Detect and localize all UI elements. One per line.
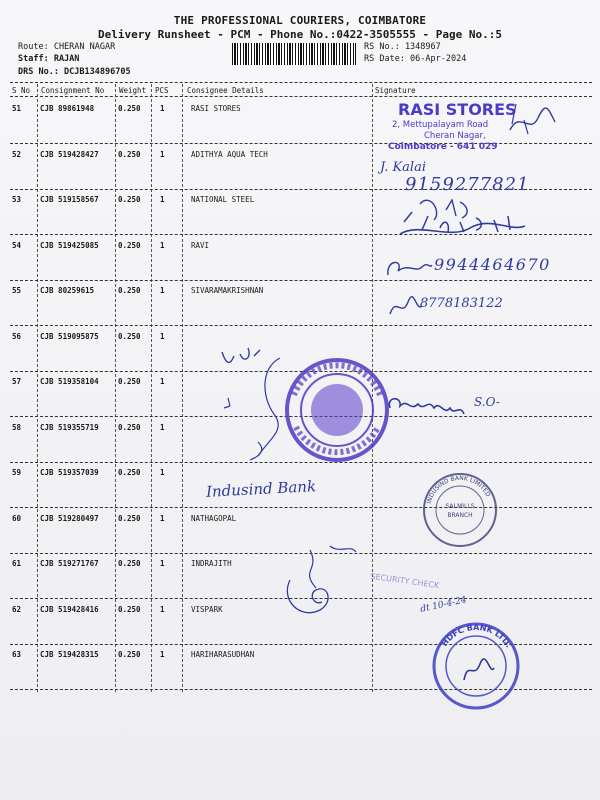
handwritten-phone: 8778183122: [420, 296, 503, 311]
header-bottom-rule: [10, 96, 592, 97]
row-divider: [10, 280, 592, 281]
row-pcs: 1: [160, 331, 165, 341]
row-sno: 58: [12, 422, 22, 432]
table-row: [10, 377, 592, 397]
rs-date: RS Date: 06-Apr-2024: [364, 54, 467, 64]
row-sno: 60: [12, 513, 22, 523]
row-consignment-no: CJB 519158567: [40, 195, 99, 204]
company-title: THE PROFESSIONAL COURIERS, COIMBATORE: [173, 14, 427, 27]
handwritten-phone: 9159277821: [405, 174, 530, 195]
rasi-stores-stamp: RASI STORES 2, Mettupalayam Road Cheran Nagar, Coimbatore - 641 029: [388, 100, 517, 152]
row-pcs: 1: [160, 559, 165, 568]
row-consignee: SIVARAMAKRISHNAN: [191, 286, 264, 295]
row-weight: 0.250: [118, 195, 141, 204]
row-pcs: 1: [160, 286, 165, 295]
table-row: [10, 150, 592, 170]
signature-scribble: [200, 338, 320, 468]
col-header-consignment: Consignment No: [41, 86, 105, 95]
handwritten-signature: dt 10-4-24: [419, 595, 468, 615]
row-pcs: 1: [160, 195, 165, 204]
row-consignee: INDRAJITH: [191, 559, 232, 568]
row-pcs: 1: [160, 240, 165, 250]
svg-text:BRANCH: BRANCH: [447, 512, 473, 519]
row-pcs: 1: [160, 468, 165, 477]
handwritten-signature: S.O-: [474, 395, 500, 409]
row-divider: [10, 507, 592, 508]
row-sno: 61: [12, 559, 22, 568]
row-weight: 0.250: [118, 513, 141, 523]
col-header-consignee: Consignee Details: [187, 86, 264, 95]
row-consignee: ADITHYA AQUA TECH: [191, 149, 268, 159]
row-sno: 56: [12, 331, 22, 341]
row-consignment-no: CJB 519357039: [40, 468, 99, 477]
row-consignment-no: CJB 519095875: [40, 331, 99, 341]
row-consignment-no: CJB 519428416: [40, 604, 99, 614]
row-pcs: 1: [160, 149, 165, 159]
row-divider: [10, 189, 592, 190]
row-sno: 57: [12, 377, 22, 386]
row-consignee: NATIONAL STEEL: [191, 195, 255, 204]
row-consignment-no: CJB 80259615: [40, 286, 95, 295]
row-weight: 0.250: [118, 104, 141, 113]
staff-label: Staff: RAJAN: [18, 54, 80, 64]
route-label: Route: CHERAN NAGAR: [18, 42, 116, 52]
row-weight: 0.250: [118, 377, 141, 386]
row-consignment-no: CJB 519271767: [40, 559, 99, 568]
row-consignment-no: CJB 519358104: [40, 377, 99, 386]
row-consignment-no: CJB 519280497: [40, 513, 99, 523]
table-row: [10, 195, 592, 215]
row-sno: 54: [12, 240, 22, 250]
col-header-weight: Weight: [119, 86, 147, 95]
table-row: [10, 104, 592, 124]
table-row: [10, 332, 592, 352]
row-sno: 59: [12, 468, 22, 477]
security-check-stamp: SECURITY CHECK: [369, 571, 440, 591]
row-pcs: 1: [160, 604, 165, 614]
row-weight: 0.250: [118, 149, 141, 159]
table-row: [10, 241, 592, 261]
svg-text:INDUSIND BANK LIMITED: INDUSIND BANK LIMITED: [425, 474, 492, 505]
handwritten-phone: 9944464670: [434, 255, 551, 274]
row-consignment-no: CJB 519425085: [40, 240, 99, 250]
row-pcs: 1: [160, 513, 165, 523]
row-pcs: 1: [160, 377, 165, 386]
table-row: [10, 423, 592, 443]
drs-number: DRS No.: DCJB134896705: [18, 67, 131, 77]
row-consignment-no: CJB 519428315: [40, 650, 99, 659]
row-consignment-no: CJB 89861948: [40, 104, 95, 113]
table-row: [10, 650, 592, 670]
table-row: [10, 605, 592, 625]
row-sno: 63: [12, 650, 22, 659]
row-divider: [10, 416, 592, 417]
row-divider: [10, 598, 592, 599]
row-consignee: VISPARK: [191, 604, 223, 614]
row-consignee: RASI STORES: [191, 104, 241, 113]
row-pcs: 1: [160, 650, 165, 659]
svg-text:SAI MILLS: SAI MILLS: [445, 503, 475, 510]
table-row: [10, 514, 592, 534]
row-divider: [10, 553, 592, 554]
row-sno: 62: [12, 604, 22, 614]
row-sno: 53: [12, 195, 22, 204]
row-divider: [10, 644, 592, 645]
row-sno: 52: [12, 149, 22, 159]
runsheet-subtitle: Delivery Runsheet - PCM - Phone No.:0422-3505555 - Page No.:5: [98, 28, 502, 41]
row-divider: [10, 371, 592, 372]
row-sno: 51: [12, 104, 22, 113]
row-weight: 0.250: [118, 286, 141, 295]
table-top-rule: [10, 82, 592, 83]
table-row: [10, 468, 592, 488]
row-consignment-no: CJB 519428427: [40, 149, 99, 159]
row-weight: 0.250: [118, 559, 141, 568]
row-weight: 0.250: [118, 650, 141, 659]
handwritten-signature: J. Kalai: [380, 160, 426, 175]
row-divider: [10, 325, 592, 326]
row-weight: 0.250: [118, 331, 141, 341]
row-consignment-no: CJB 519355719: [40, 422, 99, 432]
row-consignee: NATHAGOPAL: [191, 513, 237, 523]
row-weight: 0.250: [118, 240, 141, 250]
row-consignee: RAVI: [191, 240, 210, 250]
table-row: [10, 559, 592, 579]
col-header-signature: Signature: [375, 86, 416, 95]
row-divider: [10, 143, 592, 144]
row-divider: [10, 462, 592, 463]
row-pcs: 1: [160, 422, 165, 432]
col-header-sno: S No: [12, 86, 31, 95]
row-weight: 0.250: [118, 604, 141, 614]
handwritten-signature: Indusind Bank: [205, 477, 317, 501]
row-weight: 0.250: [118, 468, 141, 477]
row-sno: 55: [12, 286, 22, 295]
row-divider: [10, 689, 592, 690]
row-divider: [10, 234, 592, 235]
row-consignee: HARIHARASUDHAN: [191, 650, 255, 659]
barcode: [232, 43, 356, 65]
row-weight: 0.250: [118, 422, 141, 432]
svg-text:HDFC BANK LTD.: HDFC BANK LTD.: [439, 622, 514, 650]
rs-number: RS No.: 1348967: [364, 42, 441, 52]
row-pcs: 1: [160, 104, 165, 113]
table-row: [10, 286, 592, 306]
col-header-pcs: PCS: [155, 86, 169, 95]
company-seal-stamp: [282, 355, 392, 465]
